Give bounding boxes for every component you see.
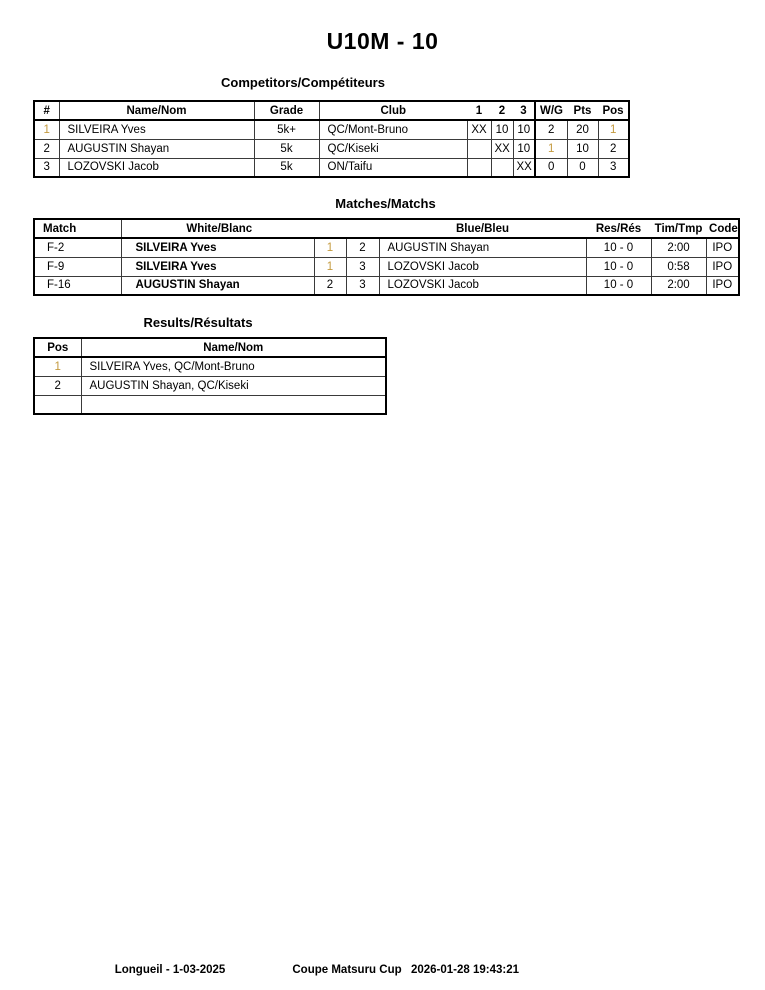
result-name: SILVEIRA Yves, QC/Mont-Bruno <box>81 357 386 376</box>
round1-result <box>467 139 491 158</box>
col-round3: 3 <box>513 101 535 120</box>
col-round2: 2 <box>491 101 513 120</box>
points: 10 <box>567 139 598 158</box>
match-time: 2:00 <box>651 276 706 295</box>
col-wins-games: W/G <box>535 101 567 120</box>
col-club: Club <box>319 101 467 120</box>
result-position: 1 <box>34 357 81 376</box>
footer-generated-timestamp: 2026-01-28 19:43:21 <box>410 964 520 976</box>
round2-result: XX <box>491 139 513 158</box>
results-table <box>33 337 387 415</box>
matches-table <box>33 218 740 296</box>
position: 1 <box>598 120 629 139</box>
white-competitor-number: 1 <box>314 238 346 257</box>
competitor-club: ON/Taifu <box>319 158 467 177</box>
blue-competitor-number: 3 <box>346 257 379 276</box>
result-position <box>34 395 81 414</box>
match-row <box>34 238 739 257</box>
result-row <box>34 395 386 414</box>
competitor-row <box>34 120 629 139</box>
competitor-grade: 5k+ <box>254 120 319 139</box>
col-position: Pos <box>598 101 629 120</box>
col-match: Match <box>34 219 121 238</box>
wins-games: 0 <box>535 158 567 177</box>
match-result: 10 - 0 <box>586 257 651 276</box>
round1-result: XX <box>467 120 491 139</box>
col-name: Name/Nom <box>81 338 386 357</box>
col-code: Code <box>706 219 739 238</box>
match-result: 10 - 0 <box>586 238 651 257</box>
position: 2 <box>598 139 629 158</box>
match-id: F-2 <box>34 238 121 257</box>
col-number: # <box>34 101 59 120</box>
match-code: IPO <box>706 238 739 257</box>
competitors-section-title: Competitors/Compétiteurs <box>221 75 385 90</box>
round3-result: XX <box>513 158 535 177</box>
blue-competitor-name: LOZOVSKI Jacob <box>379 276 586 295</box>
round2-result <box>491 158 513 177</box>
points: 0 <box>567 158 598 177</box>
result-name <box>81 395 386 414</box>
blue-competitor-name: AUGUSTIN Shayan <box>379 238 586 257</box>
results-header-row <box>34 338 386 357</box>
competitor-number: 2 <box>34 139 59 158</box>
round3-result: 10 <box>513 120 535 139</box>
col-white: White/Blanc <box>121 219 379 238</box>
competitor-number: 3 <box>34 158 59 177</box>
competitor-row <box>34 139 629 158</box>
matches-section-title: Matches/Matchs <box>335 196 436 211</box>
points: 20 <box>567 120 598 139</box>
result-name: AUGUSTIN Shayan, QC/Kiseki <box>81 376 386 395</box>
col-name: Name/Nom <box>59 101 254 120</box>
match-code: IPO <box>706 257 739 276</box>
wins-games: 2 <box>535 120 567 139</box>
match-id: F-9 <box>34 257 121 276</box>
position: 3 <box>598 158 629 177</box>
competitor-club: QC/Mont-Bruno <box>319 120 467 139</box>
result-row <box>34 376 386 395</box>
wins-games: 1 <box>535 139 567 158</box>
col-points: Pts <box>567 101 598 120</box>
blue-competitor-number: 3 <box>346 276 379 295</box>
competitor-grade: 5k <box>254 158 319 177</box>
match-code: IPO <box>706 276 739 295</box>
col-result: Res/Rés <box>586 219 651 238</box>
footer-event-name: Coupe Matsuru Cup <box>292 964 402 976</box>
match-row <box>34 257 739 276</box>
match-result: 10 - 0 <box>586 276 651 295</box>
col-grade: Grade <box>254 101 319 120</box>
result-row <box>34 357 386 376</box>
round2-result: 10 <box>491 120 513 139</box>
col-time: Tim/Tmp <box>651 219 706 238</box>
competitor-name: LOZOVSKI Jacob <box>59 158 254 177</box>
page-title: U10M - 10 <box>326 28 439 54</box>
white-competitor-name: SILVEIRA Yves <box>121 238 314 257</box>
results-section-title: Results/Résultats <box>143 315 253 330</box>
col-round1: 1 <box>467 101 491 120</box>
match-time: 0:58 <box>651 257 706 276</box>
col-position: Pos <box>34 338 81 357</box>
competitor-name: AUGUSTIN Shayan <box>59 139 254 158</box>
match-time: 2:00 <box>651 238 706 257</box>
white-competitor-number: 2 <box>314 276 346 295</box>
round1-result <box>467 158 491 177</box>
col-blue: Blue/Bleu <box>379 219 586 238</box>
competitor-row <box>34 158 629 177</box>
competitor-name: SILVEIRA Yves <box>59 120 254 139</box>
footer-location-date: Longueil - 1-03-2025 <box>114 964 226 976</box>
result-position: 2 <box>34 376 81 395</box>
blue-competitor-name: LOZOVSKI Jacob <box>379 257 586 276</box>
competitor-club: QC/Kiseki <box>319 139 467 158</box>
match-id: F-16 <box>34 276 121 295</box>
match-row <box>34 276 739 295</box>
round3-result: 10 <box>513 139 535 158</box>
matches-header-row <box>34 219 739 238</box>
competitor-number: 1 <box>34 120 59 139</box>
competitors-table <box>33 100 630 178</box>
white-competitor-name: SILVEIRA Yves <box>121 257 314 276</box>
white-competitor-number: 1 <box>314 257 346 276</box>
competitors-header-row <box>34 101 629 120</box>
white-competitor-name: AUGUSTIN Shayan <box>121 276 314 295</box>
blue-competitor-number: 2 <box>346 238 379 257</box>
competitor-grade: 5k <box>254 139 319 158</box>
